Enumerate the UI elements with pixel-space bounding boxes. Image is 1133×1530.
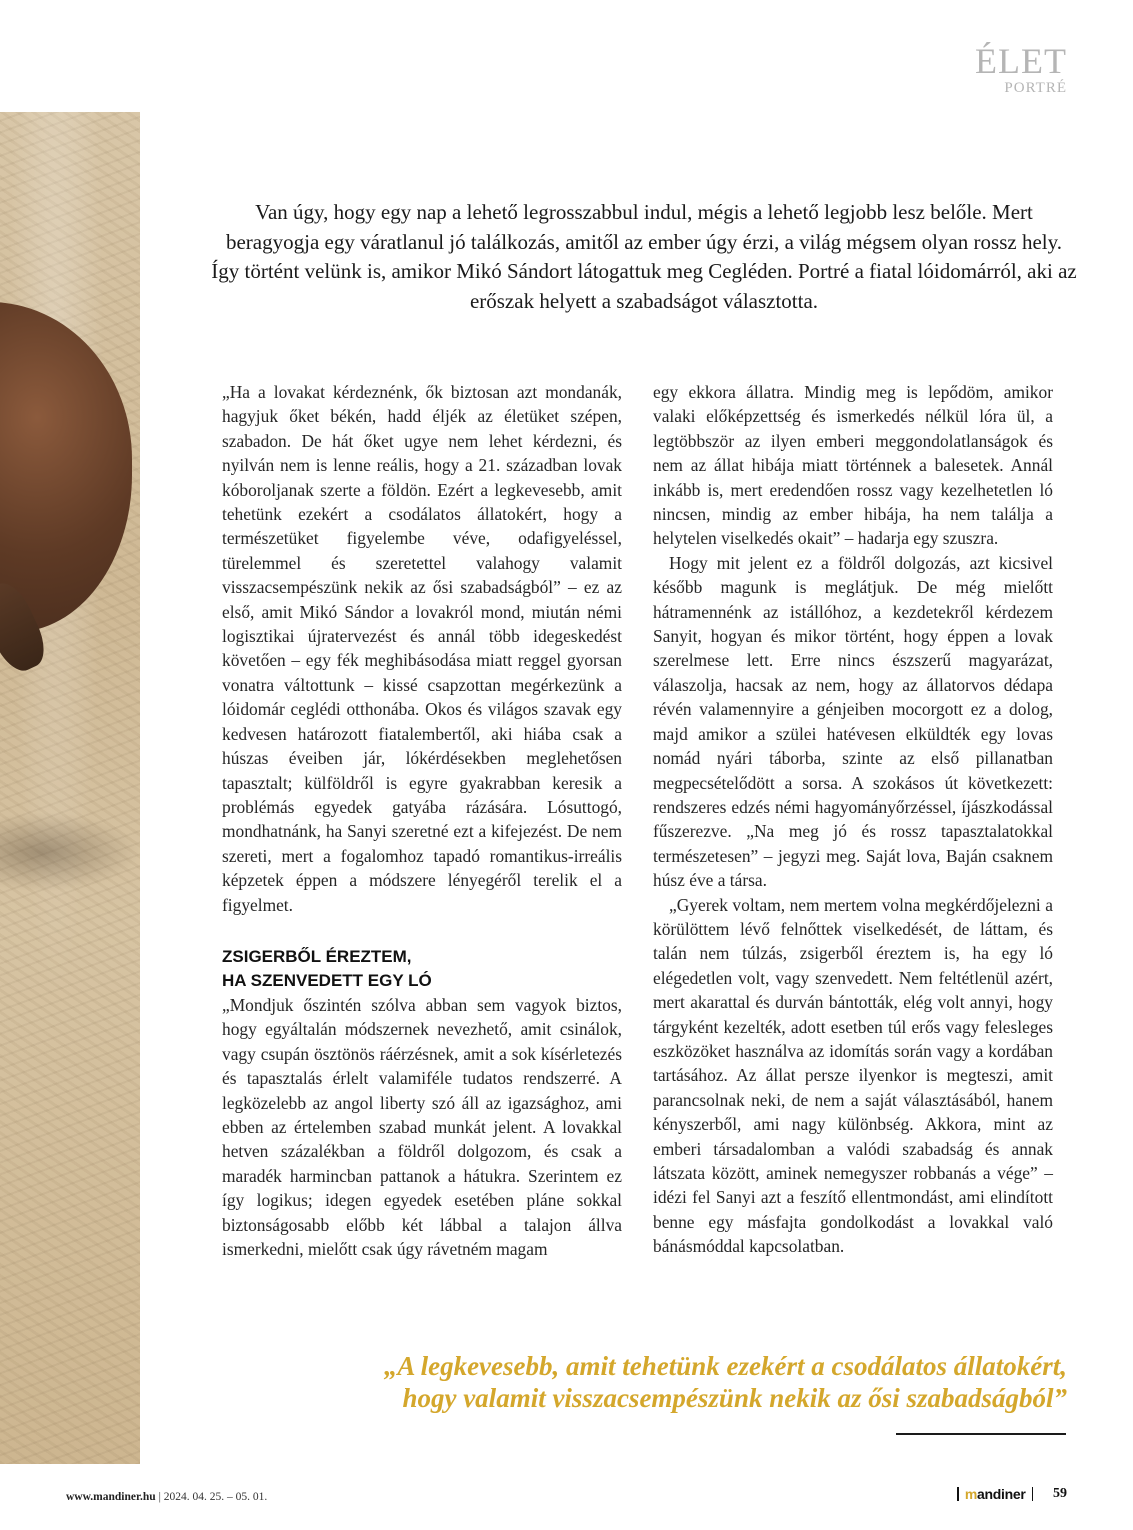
article-column-right — [653, 380, 1053, 1259]
subheading — [222, 945, 622, 993]
body-paragraph: Hogy mit jelent ez a földről dolgozás, azt kicsivel később magunk is meglátjuk. De még mielőtt hátramennénk az istállóhoz, a kezdetekről kérdezem Sanyit, hogyan és mikor történt, hogy éppen a lovak szerelmese lett. Erre nincs észszerű magyarázat, válaszolja, hacsak az nem, hogy az állatorvos dédapa révén valamennyire a génjeiben mocorgott ez a dolog, majd amikor a szülei hatévesen elküldték egy lovas nomád nyári táborba, szinte az első pillanatban megpecsételődött a sorsa. A szokásos út következett: rendszeres edzés némi hagyományőrzéssel, íjászkodással fűszerezve. „Na meg jó és rossz tapasztalatokkal természetesen” – jegyzi meg. Saját lova, Baján csaknem húsz éve a társa. — [653, 552, 1053, 891]
pull-quote-rule — [896, 1433, 1066, 1435]
footer-dates: 2024. 04. 25. – 05. 01. — [163, 1491, 268, 1503]
pull-quote — [207, 1350, 1067, 1414]
lead-paragraph: Van úgy, hogy egy nap a lehető legrosszabbul indul, mégis a lehető legjobb lesz belőle. Mert beragyogja egy váratlanul jó találkozás, amitől az ember úgy érzi, a világ mégsem olyan rossz hely. Így történt velünk is, amikor Mikó Sándort látogattuk meg Cegléden. Portré a fiatal lóidomárról, aki az erőszak helyett a szabadságot választotta. — [211, 200, 1077, 313]
footer-divider: | — [158, 1491, 164, 1503]
body-paragraph: egy ekkora állatra. Mindig meg is lepődöm, amikor valaki előképzettség és ismerkedés nélkül lóra ül, a legtöbbször az ilyen emberi meggondolatlanságok és nem az állat hibája miatt történnek a balesetek. Annál inkább is, mert eredendően rossz vagy kezelhetetlen ló nincsen, mindig az ember hibája, ha nem találja a helytelen viselkedés okait” – hadarja egy szuszra. — [653, 382, 1053, 549]
body-paragraph: „Ha a lovakat kérdeznénk, ők biztosan azt mondanák, hagyjuk őket békén, hadd éljék az életüket szépen, szabadon. De hát őket ugye nem lehet kérdezni, és nyilván nem is lenne reális, hogy a 21. században lovak kóboroljanak szerte a földön. Ezért a legkevesebb, amit tehetünk ezekért a csodálatos állatokért, hogy a természetüket figyelembe véve, odafigyeléssel, türelemmel és szeretettel valahogy valamit visszacsempészünk nekik az ősi szabadságból” – ez az első, amit Mikó Sándor a lovakról mond, miután némi logisztikai újratervezést és annál több idegeskedést követően – egy fék meghibásodása miatt reggel gyorsan vonatra váltottunk – kissé csapzottan megérkezünk a lóidomár ceglédi otthonába. Okos és világos szavak egy kedvesen határozott fiatalembertől, aki hiába csak a húszas éveiben jár, lókérdésekben meglehetősen tapasztalt; külföldről is egyre gyakrabban keresik a problémás egyedek gatyába rázására. Lósuttogó, mondhatnánk, ha Sanyi szeretné ezt a kifejezést. De nem szereti, mert a fogalomhoz tapadó romantikus-irreális képzetek éppen a módszere lényegéről terelik el a figyelmet. — [222, 382, 622, 915]
subheading-line-1: ZSIGERBŐL ÉREZTEM, — [222, 946, 412, 966]
body-paragraph: „Mondjuk őszintén szólva abban sem vagyok biztos, hogy egyáltalán módszernek nevezhető, amit csinálok, vagy csupán ösztönös ráérzésnek, amit a sok kísérletezés és tapasztalás érlelt valamiféle tudatos rendszerré. A legközelebb az angol liberty szó áll az igazsághoz, ami ebben az értelemben szabad munkát jelent. A lovakkal hetven százalékban a földről dolgozom, és csak a maradék harmincban pattanok a hátukra. Szerintem ez így logikus; idegen egyedek esetében pláne sokkal biztonságosabb előbb két lábbal a talajon állva ismerkedni, mielőtt csak úgy rávetném magam — [222, 994, 622, 1259]
section-title: ÉLET — [975, 41, 1067, 81]
section-header — [975, 42, 1067, 96]
pull-quote-line-2: hogy valamit visszacsempészünk nekik az ősi szabadságból” — [402, 1383, 1067, 1413]
section-subtitle: PORTRÉ — [1004, 80, 1067, 96]
footer-info — [66, 1491, 267, 1503]
subheading-line-2: HA SZENVEDETT EGY LÓ — [222, 970, 432, 990]
brand-logo: mandiner — [964, 1486, 1026, 1502]
page-number: 59 — [1053, 1486, 1067, 1501]
article-column-left — [222, 380, 622, 1261]
brand-bar-right — [1032, 1487, 1034, 1501]
horse-photo — [0, 112, 140, 1464]
footer-site-link[interactable]: www.mandiner.hu — [66, 1491, 156, 1503]
sand-shadow — [0, 812, 140, 892]
footer-brand — [957, 1486, 1067, 1502]
brand-bar-left — [957, 1487, 959, 1501]
body-paragraph: „Gyerek voltam, nem mertem volna megkérdőjelezni a körülöttem lévő felnőttek viselkedését, de láttam, és talán nem túlzás, zsigerből éreztem is, ha egy ló elégedetlen volt, vagy szenvedett. Nem feltétlenül azért, mert akarattal és durván bántották, elég volt annyi, hogy tárgyként kezelték, adott esetben túl erős vagy felesleges eszközöket használva az idomítás során vagy a kordában tartásához. Az állat persze ilyenkor is megteszi, amit parancsolnak neki, de nem a saját választásából, hanem kényszerből, ami nagy különbség. Akkora, mint az emberi társadalomban a valódi szabadság és annak látszata között, aminek nemegyszer robbanás a vége” – idézi fel Sanyi azt a feszítő ellentmondást, ami elindított benne egy másfajta gondolkodást a lovakkal való bánásmóddal kapcsolatban. — [653, 894, 1053, 1257]
pull-quote-line-1: „A legkevesebb, amit tehetünk ezekért a csodálatos állatokért, — [383, 1351, 1067, 1381]
horse-body — [0, 302, 132, 632]
